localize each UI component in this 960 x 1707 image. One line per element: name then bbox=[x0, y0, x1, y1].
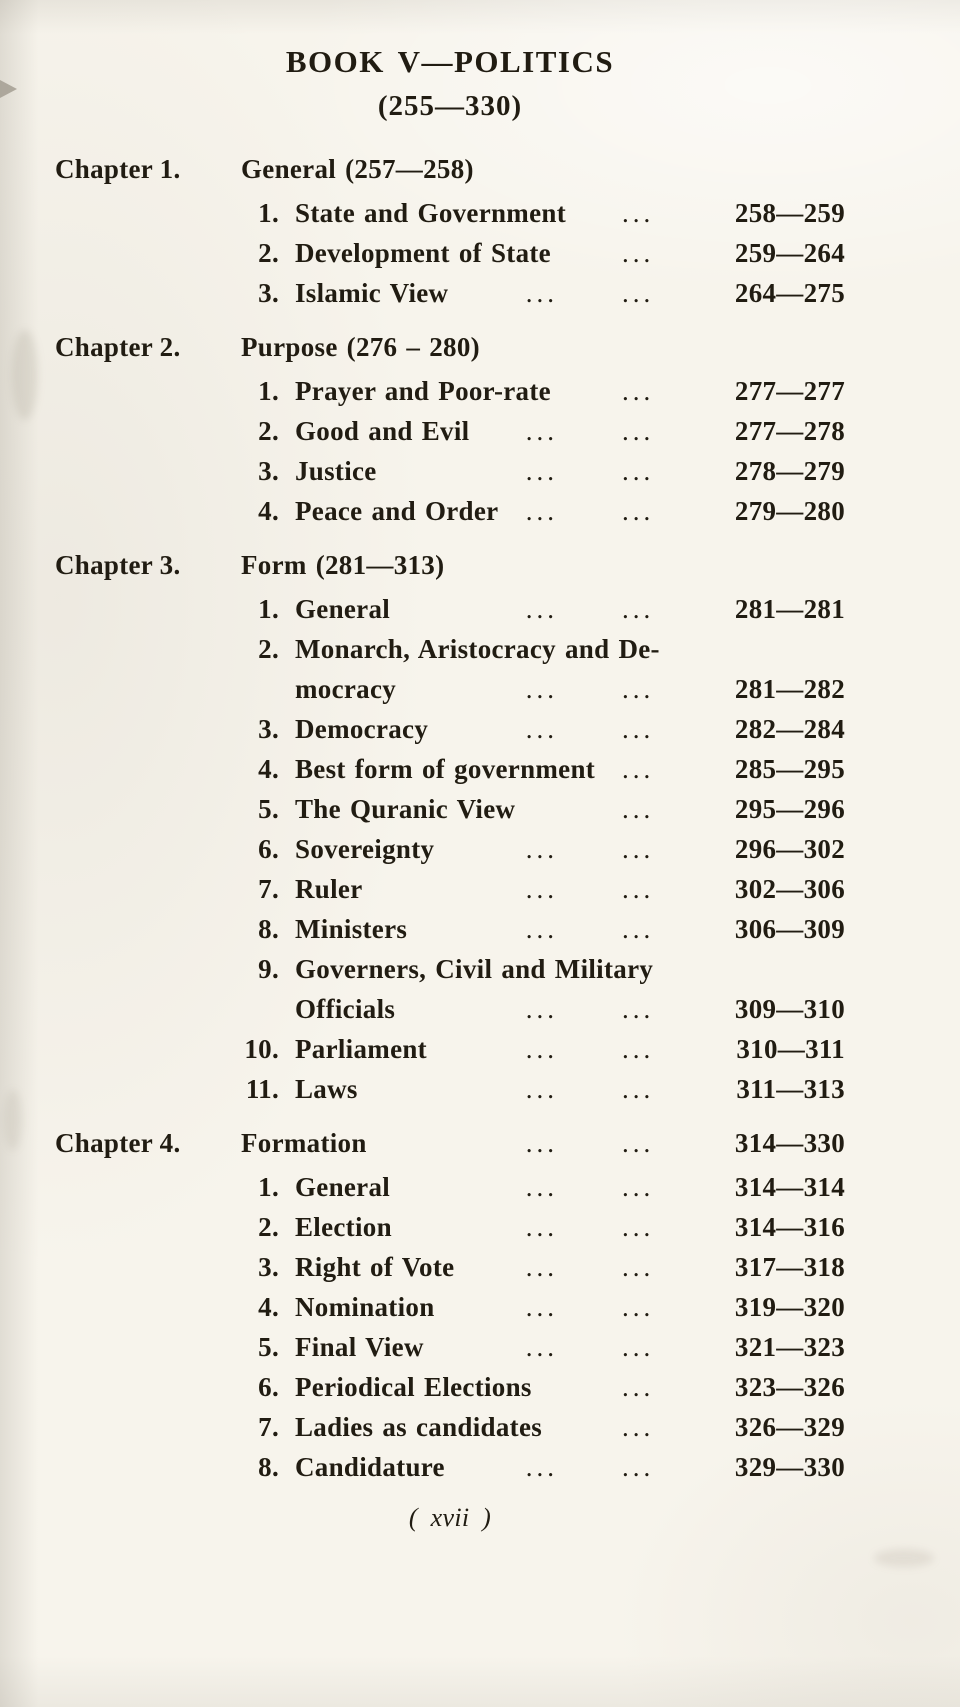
toc-item-row bbox=[55, 709, 845, 749]
dot-leader: ... bbox=[525, 874, 558, 904]
item-pages: 321—323 bbox=[734, 1332, 845, 1362]
chapter-header-row bbox=[55, 1123, 845, 1163]
item-pages: 258—259 bbox=[734, 198, 845, 228]
toc-item-row bbox=[55, 1247, 845, 1287]
dot-leader: ... bbox=[525, 1172, 558, 1202]
item-pages: 296—302 bbox=[734, 834, 845, 864]
item-title: General bbox=[295, 594, 391, 624]
toc-item-row bbox=[55, 193, 845, 233]
chapter-items bbox=[55, 193, 845, 313]
dot-leader: ... bbox=[622, 714, 655, 744]
item-pages: 310—311 bbox=[736, 1034, 845, 1064]
dot-leader: ... bbox=[622, 834, 655, 864]
item-pages: 314—314 bbox=[734, 1172, 845, 1202]
item-pages: 302—306 bbox=[734, 874, 845, 904]
item-titlebox bbox=[295, 1367, 606, 1407]
toc-item-row bbox=[55, 1167, 845, 1207]
chapter-pages: 314—330 bbox=[734, 1128, 845, 1158]
item-title: Best form of government bbox=[295, 754, 596, 784]
item-titlebox bbox=[295, 829, 606, 869]
item-title: The Quranic View bbox=[295, 794, 516, 824]
dot-leader: ... bbox=[525, 594, 558, 624]
item-pages: 319—320 bbox=[734, 1292, 845, 1322]
item-pages: 281—282 bbox=[734, 674, 845, 704]
chapter-label: Chapter 2. bbox=[55, 332, 181, 362]
item-titlebox bbox=[295, 869, 606, 909]
dot-leader: ... bbox=[525, 496, 558, 526]
item-title: Justice bbox=[295, 456, 377, 486]
toc-item-row bbox=[55, 1207, 845, 1247]
scan-artifact-smudge bbox=[12, 330, 38, 420]
item-number: 3. bbox=[258, 714, 279, 744]
dot-leader: ... bbox=[622, 376, 655, 406]
toc-item-row bbox=[55, 1367, 845, 1407]
item-titlebox bbox=[295, 451, 606, 491]
item-title: mocracy bbox=[295, 674, 397, 704]
item-titlebox bbox=[295, 669, 606, 709]
item-number: 2. bbox=[258, 416, 279, 446]
item-titlebox bbox=[295, 1407, 606, 1447]
dot-leader: ... bbox=[622, 754, 655, 784]
dot-leader: ... bbox=[525, 1128, 558, 1158]
toc-item-row bbox=[55, 491, 845, 531]
dot-leader: ... bbox=[622, 1074, 655, 1104]
dot-leader: ... bbox=[622, 1128, 655, 1158]
item-number: 1. bbox=[258, 198, 279, 228]
toc-item-row bbox=[55, 1407, 845, 1447]
item-pages: 279—280 bbox=[734, 496, 845, 526]
dot-leader: ... bbox=[525, 416, 558, 446]
item-titlebox bbox=[295, 371, 606, 411]
item-titlebox bbox=[295, 1327, 606, 1367]
item-number: 6. bbox=[258, 1372, 279, 1402]
item-titlebox bbox=[295, 909, 606, 949]
item-titlebox bbox=[295, 273, 606, 313]
dot-leader: ... bbox=[622, 1212, 655, 1242]
dot-leader: ... bbox=[525, 1292, 558, 1322]
item-title: Ministers bbox=[295, 914, 408, 944]
chapter-title: Formation bbox=[241, 1128, 367, 1158]
dot-leader: ... bbox=[525, 674, 558, 704]
item-pages: 306—309 bbox=[734, 914, 845, 944]
item-number: 2. bbox=[258, 634, 279, 664]
chapter-titlebox bbox=[241, 327, 606, 367]
chapter-section bbox=[55, 1123, 845, 1487]
item-number: 8. bbox=[258, 914, 279, 944]
item-pages: 285—295 bbox=[734, 754, 845, 784]
item-number: 3. bbox=[258, 456, 279, 486]
dot-leader: ... bbox=[622, 456, 655, 486]
chapter-title: Purpose (276 – 280) bbox=[241, 332, 480, 362]
item-pages: 311—313 bbox=[736, 1074, 845, 1104]
item-pages: 323—326 bbox=[734, 1372, 845, 1402]
dot-leader: ... bbox=[525, 1212, 558, 1242]
toc-item-row bbox=[55, 909, 845, 949]
dot-leader: ... bbox=[525, 994, 558, 1024]
dot-leader: ... bbox=[525, 834, 558, 864]
dot-leader: ... bbox=[525, 1252, 558, 1282]
item-pages: 309—310 bbox=[734, 994, 845, 1024]
chapter-header-row bbox=[55, 327, 845, 367]
book-page-range: (255—330) bbox=[377, 90, 523, 122]
item-pages: 295—296 bbox=[734, 794, 845, 824]
item-title: Final View bbox=[295, 1332, 424, 1362]
item-number: 11. bbox=[245, 1074, 279, 1104]
item-number: 4. bbox=[258, 1292, 279, 1322]
item-title: Prayer and Poor-rate bbox=[295, 376, 551, 406]
dot-leader: ... bbox=[622, 278, 655, 308]
item-number: 2. bbox=[258, 238, 279, 268]
toc-item-row bbox=[55, 1287, 845, 1327]
toc-item-row bbox=[55, 789, 845, 829]
item-number: 10. bbox=[244, 1034, 279, 1064]
chapter-section bbox=[55, 149, 845, 313]
dot-leader: ... bbox=[525, 456, 558, 486]
dot-leader: ... bbox=[622, 1252, 655, 1282]
item-number: 7. bbox=[258, 1412, 279, 1442]
item-title: Nomination bbox=[295, 1292, 435, 1322]
toc-item-row bbox=[55, 989, 845, 1029]
item-titlebox bbox=[295, 629, 660, 669]
toc-item-row bbox=[55, 829, 845, 869]
dot-leader: ... bbox=[622, 1372, 655, 1402]
item-number: 3. bbox=[258, 1252, 279, 1282]
dot-leader: ... bbox=[622, 198, 655, 228]
item-title: Officials bbox=[295, 994, 396, 1024]
dot-leader: ... bbox=[622, 594, 655, 624]
chapter-titlebox bbox=[241, 149, 606, 189]
scan-artifact-arrow-icon bbox=[0, 80, 17, 98]
item-titlebox bbox=[295, 1447, 606, 1487]
dot-leader: ... bbox=[622, 874, 655, 904]
item-title: Ladies as candidates bbox=[295, 1412, 543, 1442]
item-pages: 259—264 bbox=[734, 238, 845, 268]
item-pages: 317—318 bbox=[734, 1252, 845, 1282]
toc-item-row bbox=[55, 1069, 845, 1109]
item-title: Election bbox=[295, 1212, 392, 1242]
item-title: Right of Vote bbox=[295, 1252, 455, 1282]
item-title: Parliament bbox=[295, 1034, 427, 1064]
item-number: 6. bbox=[258, 834, 279, 864]
dot-leader: ... bbox=[622, 794, 655, 824]
item-titlebox bbox=[295, 411, 606, 451]
item-number: 4. bbox=[258, 754, 279, 784]
chapter-label: Chapter 4. bbox=[55, 1128, 181, 1158]
toc-item-row bbox=[55, 1029, 845, 1069]
dot-leader: ... bbox=[622, 496, 655, 526]
item-title: Periodical Elections bbox=[295, 1372, 532, 1402]
toc-item-row bbox=[55, 451, 845, 491]
toc-item-row bbox=[55, 869, 845, 909]
item-pages: 277—278 bbox=[734, 416, 845, 446]
item-number: 5. bbox=[258, 1332, 279, 1362]
chapter-titlebox bbox=[241, 1123, 606, 1163]
dot-leader: ... bbox=[622, 1034, 655, 1064]
item-title: Laws bbox=[295, 1074, 358, 1104]
item-titlebox bbox=[295, 989, 606, 1029]
item-titlebox bbox=[295, 789, 606, 829]
chapter-header-row bbox=[55, 149, 845, 189]
item-pages: 264—275 bbox=[734, 278, 845, 308]
item-number: 1. bbox=[258, 376, 279, 406]
item-titlebox bbox=[295, 1029, 606, 1069]
dot-leader: ... bbox=[525, 1452, 558, 1482]
dot-leader: ... bbox=[622, 416, 655, 446]
item-pages: 326—329 bbox=[734, 1412, 845, 1442]
dot-leader: ... bbox=[622, 1292, 655, 1322]
toc-item-row bbox=[55, 629, 845, 669]
dot-leader: ... bbox=[525, 278, 558, 308]
dot-leader: ... bbox=[525, 714, 558, 744]
dot-leader: ... bbox=[622, 994, 655, 1024]
item-title: Ruler bbox=[295, 874, 363, 904]
item-titlebox bbox=[295, 1247, 606, 1287]
item-pages: 277—277 bbox=[734, 376, 845, 406]
dot-leader: ... bbox=[525, 1332, 558, 1362]
dot-leader: ... bbox=[622, 1412, 655, 1442]
toc-item-row bbox=[55, 411, 845, 451]
item-title: Islamic View bbox=[295, 278, 449, 308]
item-titlebox bbox=[295, 1207, 606, 1247]
item-titlebox bbox=[295, 589, 606, 629]
item-titlebox bbox=[295, 491, 606, 531]
item-title: Democracy bbox=[295, 714, 429, 744]
toc-item-row bbox=[55, 1447, 845, 1487]
item-titlebox bbox=[295, 233, 606, 273]
item-number: 4. bbox=[258, 496, 279, 526]
item-number: 2. bbox=[258, 1212, 279, 1242]
chapter-section bbox=[55, 545, 845, 1109]
dot-leader: ... bbox=[622, 1332, 655, 1362]
item-titlebox bbox=[295, 1167, 606, 1207]
dot-leader: ... bbox=[622, 238, 655, 268]
item-titlebox bbox=[295, 1287, 606, 1327]
chapter-items bbox=[55, 371, 845, 531]
item-titlebox bbox=[295, 709, 606, 749]
chapter-title: Form (281—313) bbox=[241, 550, 445, 580]
item-pages: 329—330 bbox=[734, 1452, 845, 1482]
item-title: State and Government bbox=[295, 198, 566, 228]
chapter-title: General (257—258) bbox=[241, 154, 474, 184]
item-number: 9. bbox=[258, 954, 279, 984]
item-number: 7. bbox=[258, 874, 279, 904]
toc-item-row bbox=[55, 1327, 845, 1367]
item-pages: 282—284 bbox=[734, 714, 845, 744]
item-titlebox bbox=[295, 193, 606, 233]
item-number: 3. bbox=[258, 278, 279, 308]
dot-leader: ... bbox=[525, 914, 558, 944]
item-title: Good and Evil bbox=[295, 416, 470, 446]
book-title: BOOK V—POLITICS bbox=[285, 44, 615, 79]
folio-page-number: ( xvii ) bbox=[408, 1503, 492, 1532]
toc-item-row bbox=[55, 949, 845, 989]
toc bbox=[55, 149, 845, 1487]
dot-leader: ... bbox=[622, 914, 655, 944]
scan-artifact-smudge bbox=[4, 1090, 22, 1150]
dot-leader: ... bbox=[525, 1034, 558, 1064]
chapter-titlebox bbox=[241, 545, 606, 585]
item-title: Governers, Civil and Military bbox=[295, 954, 654, 984]
scan-artifact-smudge bbox=[874, 1549, 934, 1567]
chapter-section bbox=[55, 327, 845, 531]
toc-item-row bbox=[55, 273, 845, 313]
toc-item-row bbox=[55, 669, 845, 709]
chapter-label: Chapter 3. bbox=[55, 550, 181, 580]
item-titlebox bbox=[295, 949, 654, 989]
chapter-items bbox=[55, 589, 845, 1109]
toc-item-row bbox=[55, 589, 845, 629]
item-titlebox bbox=[295, 1069, 606, 1109]
item-number: 8. bbox=[258, 1452, 279, 1482]
item-pages: 281—281 bbox=[734, 594, 845, 624]
item-title: Monarch, Aristocracy and De- bbox=[295, 634, 660, 664]
item-titlebox bbox=[295, 749, 606, 789]
chapter-items bbox=[55, 1167, 845, 1487]
item-pages: 314—316 bbox=[734, 1212, 845, 1242]
dot-leader: ... bbox=[525, 1074, 558, 1104]
dot-leader: ... bbox=[622, 1452, 655, 1482]
toc-item-row bbox=[55, 371, 845, 411]
item-title: Development of State bbox=[295, 238, 551, 268]
item-number: 1. bbox=[258, 594, 279, 624]
toc-item-row bbox=[55, 749, 845, 789]
toc-item-row bbox=[55, 233, 845, 273]
item-title: Candidature bbox=[295, 1452, 445, 1482]
item-title: General bbox=[295, 1172, 391, 1202]
chapter-header-row bbox=[55, 545, 845, 585]
chapter-label: Chapter 1. bbox=[55, 154, 181, 184]
item-title: Sovereignty bbox=[295, 834, 435, 864]
item-title: Peace and Order bbox=[295, 496, 499, 526]
item-number: 1. bbox=[258, 1172, 279, 1202]
dot-leader: ... bbox=[622, 674, 655, 704]
dot-leader: ... bbox=[622, 1172, 655, 1202]
item-number: 5. bbox=[258, 794, 279, 824]
item-pages: 278—279 bbox=[734, 456, 845, 486]
